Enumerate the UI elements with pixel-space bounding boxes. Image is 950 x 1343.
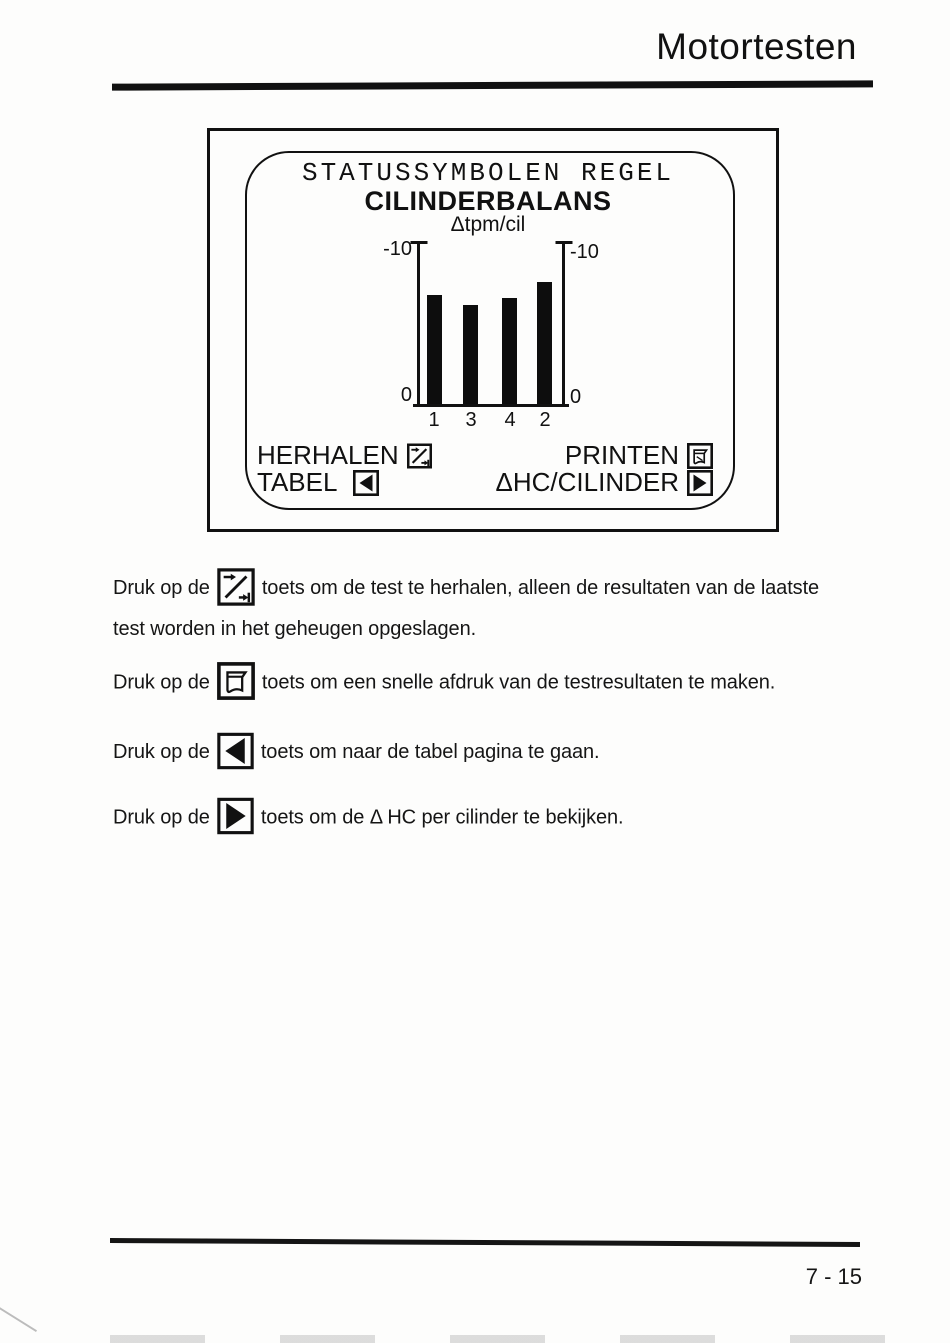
x-axis-baseline <box>413 404 569 407</box>
instruction-text: Druk op de <box>113 806 210 829</box>
y-axis-left-tick <box>410 241 427 244</box>
arrow-left-icon <box>353 470 379 496</box>
arrow-left-icon <box>217 731 254 771</box>
instruction-text: toets om de test te herhalen, alleen de resultaten van de laatste <box>261 577 820 599</box>
instruction-text: toets om een snelle afdruk van de testresultaten te maken. <box>261 671 776 694</box>
instruction-table <box>113 732 895 773</box>
repeat-test-icon <box>407 443 432 469</box>
softkey-table <box>257 467 379 498</box>
instruction-print <box>113 662 895 704</box>
header-rule <box>112 80 873 90</box>
chart-title: CILINDERBALANS <box>364 186 612 216</box>
softkey-print-label: PRINTEN <box>564 440 679 470</box>
softkey-repeat-label: HERHALEN <box>257 440 399 470</box>
scan-artifact-strip <box>110 1335 950 1343</box>
y-axis-left <box>417 241 420 407</box>
instruction-text: Druk op de <box>113 741 210 763</box>
screen-status-line: STATUSSYMBOLEN REGEL <box>301 158 675 188</box>
printer-icon <box>687 443 713 469</box>
y-tick-label-bottom-right: 0 <box>570 386 582 408</box>
bar-label: 4 <box>504 409 516 431</box>
y-tick-label-bottom-left: 0 <box>400 384 412 406</box>
instruction-hc-cylinder <box>113 797 895 839</box>
bar-label: 2 <box>539 409 551 431</box>
chart-bar <box>427 295 442 405</box>
arrow-right-icon <box>217 795 254 837</box>
instruction-text: Druk op de <box>113 671 210 694</box>
bar-label: 1 <box>428 409 440 431</box>
footer-rule <box>110 1238 860 1247</box>
bar-label: 3 <box>465 409 477 431</box>
instruction-text: toets om naar de tabel pagina te gaan. <box>260 741 600 763</box>
arrow-right-icon <box>687 470 713 496</box>
y-axis-right <box>562 241 565 407</box>
printer-icon <box>217 660 255 702</box>
y-tick-label-top-left: -10 <box>383 238 412 260</box>
softkey-hc-cylinder-label: ΔHC/CILINDER <box>495 467 679 497</box>
instruction-text: test worden in het geheugen opgeslagen. <box>113 617 477 640</box>
chart-bar <box>537 282 552 405</box>
chart-unit-label: Δtpm/cil <box>450 213 526 236</box>
repeat-test-icon <box>217 567 255 607</box>
page-title: Motortesten <box>656 26 857 67</box>
instruction-text: Druk op de <box>113 577 210 599</box>
y-tick-label-top-right: -10 <box>570 241 599 263</box>
softkey-table-label: TABEL <box>257 467 338 497</box>
softkey-hc-cylinder <box>496 467 714 498</box>
scan-artifact-scratch <box>0 1306 37 1332</box>
instruction-repeat <box>113 568 895 649</box>
instruction-text: toets om de Δ HC per cilinder te bekijken. <box>260 806 624 829</box>
page-number: 7 - 15 <box>805 1264 862 1289</box>
chart-bar <box>502 298 517 405</box>
chart-bar <box>463 305 478 405</box>
cylinder-balance-chart <box>417 241 565 405</box>
